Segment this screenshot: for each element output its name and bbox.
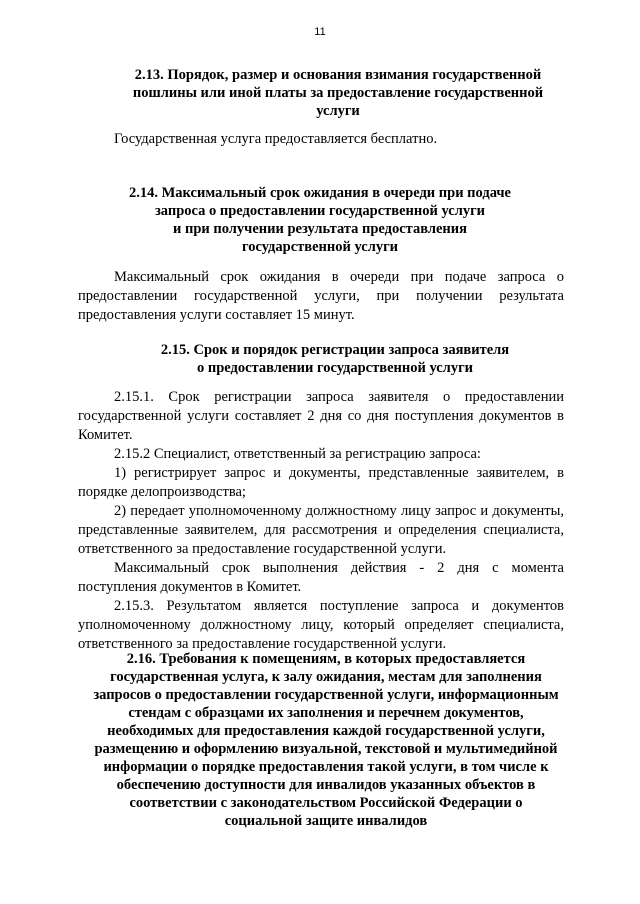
heading-line: социальной защите инвалидов	[224, 813, 428, 829]
heading-line: о предоставлении государственной услуги	[196, 360, 474, 376]
heading-line: 2.15. Срок и порядок регистрации запроса заявителя	[160, 342, 510, 358]
heading-line: государственная услуга, к залу ожидания, местам для заполнения	[110, 669, 542, 685]
section-2-13-heading: 2.13. Порядок, размер и основания взимания государственной пошлины или иной платы за предоставление государственной услуги	[132, 67, 544, 119]
heading-line: размещению и оформлению визуальной, текстовой и мультимедийной	[94, 741, 558, 757]
paragraph: 2.15.3. Результатом является поступление запроса и документов уполномоченному должностному лицу, который определяет специалиста, ответственного за предоставление государственной услуги.	[78, 598, 564, 652]
heading-line: обеспечению доступности для инвалидов указанных объектов в	[116, 777, 536, 793]
paragraph: Государственная услуга предоставляется бесплатно.	[114, 131, 438, 147]
heading-line: соответствии с законодательством Российской Федерации о	[129, 795, 523, 811]
paragraph: Максимальный срок ожидания в очереди при подаче запроса о предоставлении государственной услуги, при получении результата предоставления услуги составляет 15 минут.	[78, 269, 564, 323]
section-2-15-heading	[120, 341, 550, 377]
heading-line: государственной услуги	[241, 239, 399, 255]
section-2-14-text	[78, 268, 564, 325]
section-2-15-text	[78, 388, 564, 654]
section-2-16-heading	[66, 650, 586, 830]
paragraph: 2) передает уполномоченному должностному лицу запрос и документы, представленные заявителем, для рассмотрения и определения специалиста, ответственного за предоставление государственной услуги.	[78, 503, 564, 557]
paragraph: 2.15.2 Специалист, ответственный за регистрацию запроса:	[114, 446, 481, 462]
heading-line: и при получении результата предоставления	[173, 221, 467, 237]
heading-line: стендам с образцами их заполнения и перечнем документов,	[128, 705, 524, 721]
paragraph: 1) регистрирует запрос и документы, представленные заявителем, в порядке делопроизводства;	[78, 465, 564, 500]
page-number: 11	[314, 26, 326, 38]
heading-line: 2.16. Требования к помещениям, в которых предоставляется	[126, 651, 526, 667]
heading-line: запроса о предоставлении государственной услуги	[154, 203, 486, 219]
paragraph: 2.15.1. Срок регистрации запроса заявителя о предоставлении государственной услуги составляет 2 дня со дня поступления документов в Комитет.	[78, 389, 564, 443]
heading-line: необходимых для предоставления каждой государственной услуги,	[107, 723, 545, 739]
heading-line: информации о порядке предоставления такой услуги, в том числе к	[103, 759, 549, 775]
heading-line: запросов о предоставлении государственной услуги, информационным	[93, 687, 559, 703]
section-2-13-text	[78, 130, 564, 149]
section-2-14-heading	[80, 184, 560, 256]
paragraph: Максимальный срок выполнения действия - 2 дня с момента поступления документов в Комитет.	[78, 560, 564, 595]
heading-line: 2.14. Максимальный срок ожидания в очереди при подаче	[129, 185, 511, 201]
